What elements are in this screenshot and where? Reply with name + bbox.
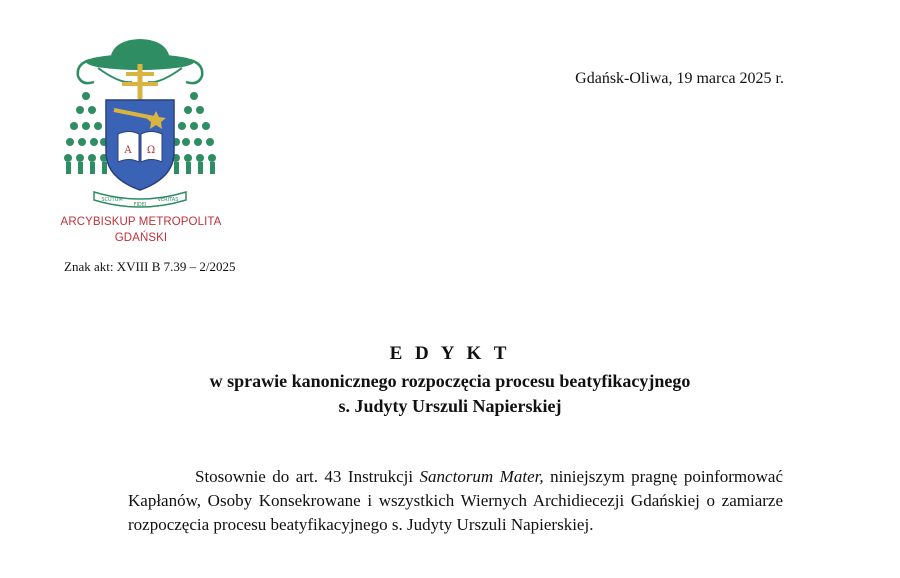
issuer-diocese: GDAŃSKI — [114, 232, 168, 244]
svg-text:FIDEI: FIDEI — [133, 202, 147, 208]
svg-text:SCUTUM: SCUTUM — [101, 197, 123, 203]
body-text-rest: niniejszym pragnę poinformować Kapłanów, Osoby Konsekrowane i wszystkich Wiernych Archidiecezji Gdańskiej o zamiarze rozpoczęcia procesu beatyfikacyjnego s. Judyty Urszuli Napierskiej. — [128, 467, 783, 534]
reference-number: Znak akt: XVIII B 7.39 – 2/2025 — [64, 259, 236, 274]
body-paragraph — [128, 465, 783, 537]
archbishop-coat-of-arms-icon — [60, 34, 220, 214]
document-subtitle-line1: w sprawie kanonicznego rozpoczęcia procesu beatyfikacyjnego — [209, 371, 691, 391]
instruction-title: Sanctorum Mater, — [419, 467, 544, 486]
svg-text:VERITAS: VERITAS — [157, 197, 179, 203]
issuer-title: ARCYBISKUP METROPOLITA — [60, 216, 222, 228]
svg-text:A: A — [124, 145, 132, 156]
date-line: Gdańsk-Oliwa, 19 marca 2025 r. — [575, 70, 784, 87]
body-text-start: Stosownie do art. 43 Instrukcji — [195, 467, 420, 486]
document-title: E D Y K T — [389, 343, 511, 364]
svg-text:Ω: Ω — [146, 145, 156, 156]
document-subtitle-line2: s. Judyty Urszuli Napierskiej — [338, 396, 562, 416]
